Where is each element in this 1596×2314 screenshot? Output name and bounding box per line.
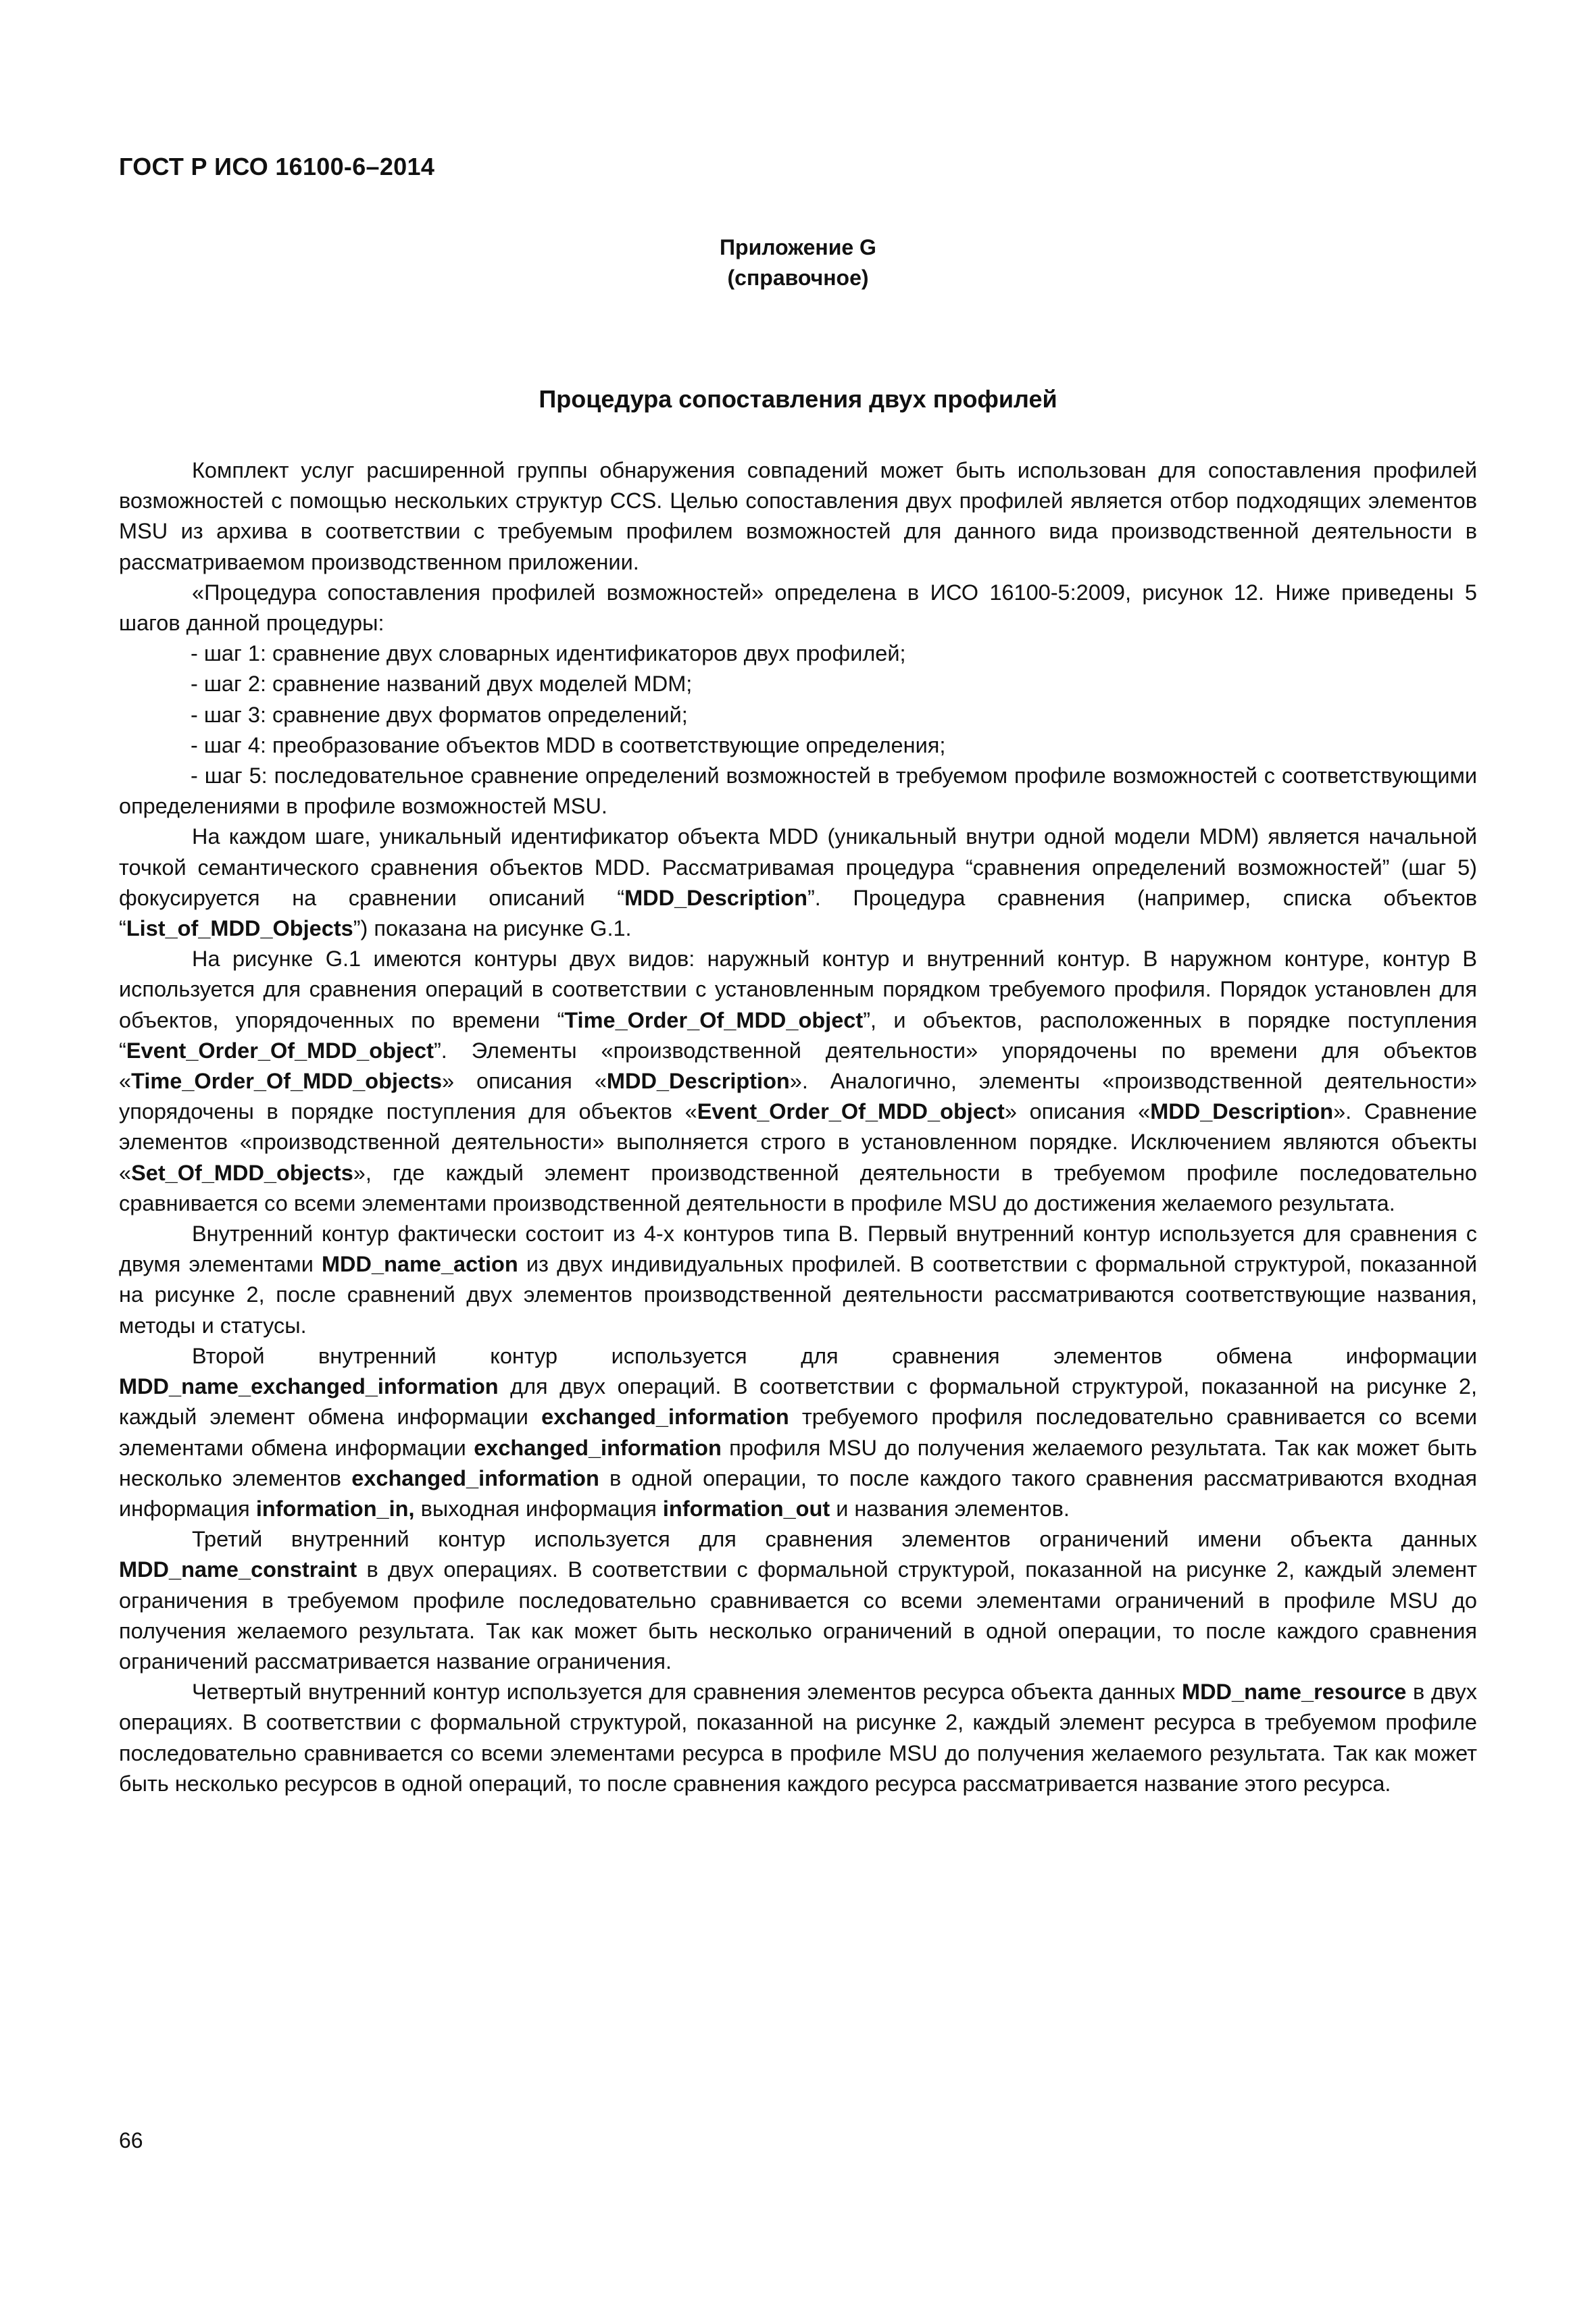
paragraph: «Процедура сопоставления профилей возможностей» определена в ИСО 16100-5:2009, рисунок 12. Ниже приведены 5 шагов данной процедуры:: [119, 580, 1477, 636]
bold-term: MDD_Description: [624, 885, 807, 910]
section-title: Процедура сопоставления двух профилей: [539, 385, 1057, 413]
bold-term: MDD_name_exchanged_information: [119, 1374, 499, 1399]
paragraph: Внутренний контур фактически состоит из 4-х контуров типа B. Первый внутренний контур используется для сравнения с двумя элементами MDD_name_action из двух индивидуальных профилей. В соответствии с формальной структурой, показанной на рисунке 2, после сравнений двух элементов производственной деятельности рассматриваются соответствующие названия, методы и статусы.: [119, 1222, 1477, 1338]
appendix-heading: [0, 232, 1596, 293]
paragraph: Комплект услуг расширенной группы обнаружения совпадений может быть использован для сопоставления профилей возможностей с помощью нескольких структур CCS. Целью сопоставления двух профилей является отбор подходящих элементов MSU из архива в соответствии с требуемым профилем возможностей для данного вида производственной деятельности в рассматриваемом производственном приложении.: [119, 458, 1477, 574]
paragraph: Четвертый внутренний контур используется для сравнения элементов ресурса объекта данных MDD_name_resource в двух операциях. В соответствии с формальной структурой, показанной на рисунке 2, каждый элемент ресурса в требуемом профиле последовательно сравнивается со всеми элементами ресурса в профиле MSU до получения желаемого результата. Так как может быть несколько ресурсов в одной операций, то после сравнения каждого ресурса рассматривается название этого ресурса.: [119, 1680, 1477, 1796]
bold-term: MDD_name_action: [321, 1252, 518, 1277]
page-number: 66: [119, 2128, 143, 2153]
paragraph: Второй внутренний контур используется для сравнения элементов обмена информации MDD_name_exchanged_information для двух операций. В соответствии с формальной структурой, показанной на рисунке 2, каждый элемент обмена информации exchanged_information требуемого профиля последовательно сравнивается со всеми элементами обмена информации exchanged_information профиля MSU до получения желаемого результата. Так как может быть несколько элементов exchanged_information в одной операции, то после каждого такого сравнения рассматриваются входная информация information_in, выходная информация information_out и названия элементов.: [119, 1343, 1478, 1521]
bold-term: MDD_name_constraint: [119, 1557, 357, 1582]
bold-term: Time_Order_Of_MDD_objects: [131, 1069, 443, 1094]
list-item: - шаг 3: сравнение двух форматов определений;: [191, 702, 688, 727]
list-item: - шаг 1: сравнение двух словарных идентификаторов двух профилей;: [191, 641, 906, 666]
appendix-type: (справочное): [727, 266, 869, 290]
list-item: - шаг 5: последовательное сравнение определений возможностей в требуемом профиле возможностей с соответствующими определениями в профиле возможностей MSU.: [119, 763, 1477, 819]
bold-term: MDD_Description: [606, 1069, 790, 1094]
document-id-header: ГОСТ Р ИСО 16100-6–2014: [119, 153, 435, 180]
bold-term: Set_Of_MDD_objects: [131, 1160, 353, 1185]
bold-term: information_out: [662, 1496, 830, 1521]
list-item: - шаг 2: сравнение названий двух моделей MDM;: [191, 672, 693, 697]
paragraph: На рисунке G.1 имеются контуры двух видов: наружный контур и внутренний контур. В наружном контуре, контур B используется для сравнения операций в соответствии с установленным порядком требуемого профиля. Порядок установлен для объектов, упорядоченных по времени “Time_Order_Of_MDD_object”, и объектов, расположенных в порядке поступления “Event_Order_Of_MDD_object”. Элементы «производственной деятельности» упорядочены по времени для объектов «Time_Order_Of_MDD_objects» описания «MDD_Description». Аналогично, элементы «производственной деятельности» упорядочены в порядке поступления для объектов «Event_Order_Of_MDD_object» описания «MDD_Description». Сравнение элементов «производственной деятельности» выполняется строго в установленном порядке. Исключением являются объекты «Set_Of_MDD_objects», где каждый элемент производственной деятельности в требуемом профиле последовательно сравнивается со всеми элементами производственной деятельности в профиле MSU до достижения желаемого результата.: [119, 947, 1478, 1215]
body-text: [119, 455, 1477, 1799]
bold-term: exchanged_information: [474, 1435, 722, 1460]
paragraph: На каждом шаге, уникальный идентификатор объекта MDD (уникальный внутри одной модели MDM) является начальной точкой семантического сравнения объектов MDD. Рассматривамая процедура “сравнения определений возможностей” (шаг 5) фокусируется на сравнении описаний “MDD_Description”. Процедура сравнения (например, списка объектов “List_of_MDD_Objects”) показана на рисунке G.1.: [119, 824, 1477, 941]
bold-term: information_in,: [255, 1496, 415, 1521]
bold-term: Event_Order_Of_MDD_object: [126, 1038, 434, 1063]
bold-term: List_of_MDD_Objects: [126, 916, 353, 941]
bold-term: MDD_name_resource: [1182, 1680, 1407, 1705]
bold-term: MDD_Description: [1150, 1099, 1334, 1124]
bold-term: exchanged_information: [541, 1405, 789, 1430]
bold-term: Time_Order_Of_MDD_object: [564, 1007, 864, 1032]
list-item: - шаг 4: преобразование объектов MDD в соответствующие определения;: [191, 732, 946, 757]
bold-term: exchanged_information: [351, 1465, 599, 1490]
appendix-label: Приложение G: [720, 235, 876, 259]
paragraph: Третий внутренний контур используется для сравнения элементов ограничений имени объекта данных MDD_name_constraint в двух операциях. В соответствии с формальной структурой, показанной на рисунке 2, каждый элемент ограничения в требуемом профиле последовательно сравнивается со всеми элементами ограничений в профиле MSU до получения желаемого результата. Так как может быть несколько ограничений в одной операции, то после каждого сравнения ограничений рассматривается название ограничения.: [119, 1527, 1477, 1674]
bold-term: Event_Order_Of_MDD_object: [697, 1099, 1005, 1124]
